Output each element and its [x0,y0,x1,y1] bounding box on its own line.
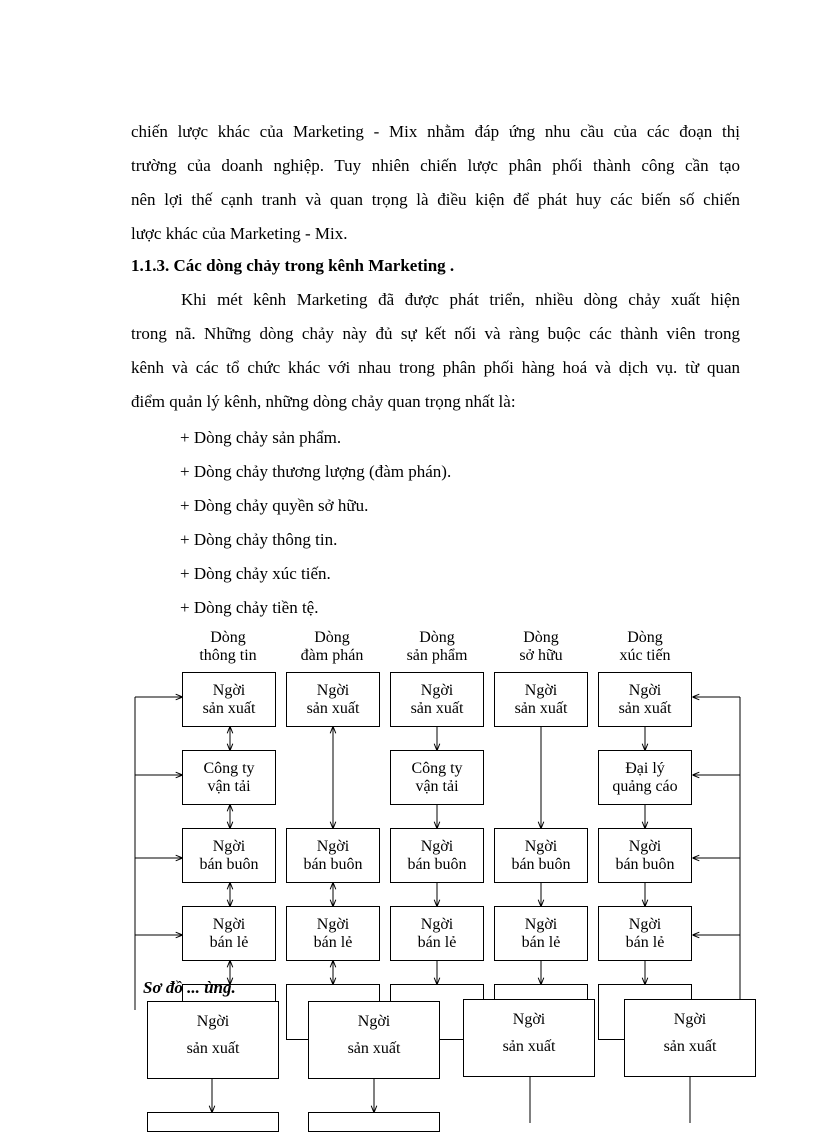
list-item: + Dòng chảy xúc tiến. [180,564,331,583]
text-line: chiến lược khác của Marketing - Mix nhằm đáp ứng nhu cầu của các đoạn thị [131,122,740,141]
node-producer [286,672,380,727]
node-label: Ngời bán buôn [615,837,675,873]
node-transport-company [390,750,484,805]
column-heading-label: Dòng sở hữu [519,629,563,664]
node-producer [390,672,484,727]
node-producer [182,672,276,727]
column-heading-negotiation [284,629,380,665]
node-producer [494,672,588,727]
node-retailer [494,906,588,961]
column-heading-label: Dòng đàm phán [300,629,364,664]
node-label: Ngời sản xuất [514,681,568,717]
node-producer-overlay [147,1001,279,1079]
column-heading-information [180,629,276,665]
node-retailer [390,906,484,961]
node-label: Ngời bán buôn [511,837,571,873]
node-label: Ngời bán lẻ [209,915,249,951]
node-producer-overlay [463,999,595,1077]
node-label: Ngời bán buôn [199,837,259,873]
text-line: lược khác của Marketing - Mix. [131,224,348,243]
list-item: + Dòng chảy thông tin. [180,530,338,549]
node-producer-overlay [624,999,756,1077]
node-label: Ngời sản xuất [502,1011,556,1055]
list-item: + Dòng chảy quyền sở hữu. [180,496,369,515]
text-line: trường của doanh nghiệp. Tuy nhiên chiến lược phân phối thành công cần tạo [131,156,740,175]
diagram-caption: Sơ đồ ... ùng. [143,978,236,997]
text-line: trong nã. Những dòng chảy này đủ sự kết nối và ràng buộc các thành viên trong [131,324,740,343]
node-wholesaler [182,828,276,883]
node-wholesaler [598,828,692,883]
node-label: Ngời bán buôn [303,837,363,873]
node-partial [308,1112,440,1132]
node-label: Ngời bán lẻ [625,915,665,951]
node-producer [598,672,692,727]
list-item: + Dòng chảy tiền tệ. [180,598,319,617]
section-heading: 1.1.3. Các dòng chảy trong kênh Marketing . [131,256,455,275]
node-label: Ngời sản xuất [347,1013,401,1057]
node-label: Công ty vận tải [203,759,255,795]
node-retailer [598,906,692,961]
node-label: Ngời sản xuất [663,1011,717,1055]
list-item: + Dòng chảy sản phẩm. [180,428,342,447]
node-label: Ngời bán lẻ [521,915,561,951]
node-label: Ngời sản xuất [306,681,360,717]
text-line: nên lợi thế cạnh tranh và quan trọng là điều kiện để phát huy các biến số chiến [131,190,740,209]
node-retailer [286,906,380,961]
node-label: Ngời bán lẻ [313,915,353,951]
node-wholesaler [494,828,588,883]
text-line: Khi mét kênh Marketing đã được phát triển, nhiều dòng chảy xuất hiện [181,290,740,309]
column-heading-label: Dòng xúc tiến [619,629,671,664]
node-wholesaler [390,828,484,883]
node-partial [147,1112,279,1132]
node-producer-overlay [308,1001,440,1079]
node-retailer [182,906,276,961]
node-advertising-agency [598,750,692,805]
list-item: + Dòng chảy thương lượng (đàm phán). [180,462,452,481]
node-label: Ngời sản xuất [186,1013,240,1057]
node-label: Công ty vận tải [411,759,463,795]
column-heading-promotion [597,629,693,665]
node-label: Ngời sản xuất [618,681,672,717]
text-line: điểm quản lý kênh, những dòng chảy quan trọng nhất là: [131,392,516,411]
column-heading-label: Dòng thông tin [199,629,257,664]
node-label: Ngời sản xuất [410,681,464,717]
text-line: kênh và các tổ chức khác với nhau trong phân phối hàng hoá và dịch vụ. từ quan [131,358,740,377]
node-label: Ngời bán buôn [407,837,467,873]
node-wholesaler [286,828,380,883]
column-heading-ownership [493,629,589,665]
node-label: Ngời sản xuất [202,681,256,717]
node-transport-company [182,750,276,805]
column-heading-label: Dòng sản phẩm [406,629,468,664]
column-heading-product [389,629,485,665]
node-label: Ngời bán lẻ [417,915,457,951]
node-label: Đại lý quảng cáo [612,759,678,795]
